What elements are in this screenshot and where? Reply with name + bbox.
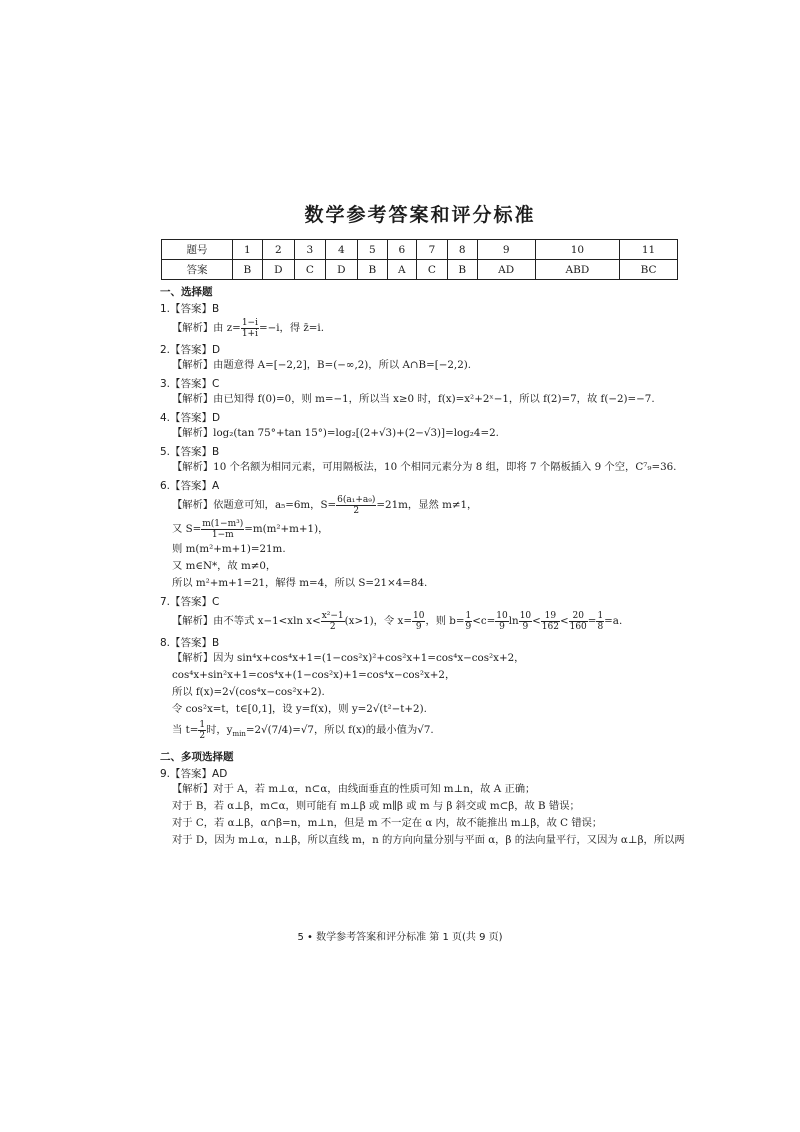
text: < — [532, 615, 541, 627]
page-footer: 5 • 数学参考答案和评分标准 第 1 页(共 9 页) — [297, 932, 503, 943]
fraction — [336, 495, 376, 516]
text: (x>1)，令 x= — [344, 615, 412, 627]
solution-line — [160, 517, 680, 541]
table-cell: C — [417, 260, 448, 280]
fraction — [596, 611, 604, 632]
table-header-cell: 题号 — [162, 240, 233, 260]
text: 【解析】由不等式 x−1<xln x< — [172, 615, 321, 627]
numerator: 1 — [597, 610, 604, 621]
numerator: 10 — [412, 610, 425, 621]
table-cell: 6 — [387, 240, 416, 260]
table-cell: A — [387, 260, 416, 280]
table-cell: B — [357, 260, 387, 280]
text: =2√(7/4)=√7，所以 f(x)的最小值为√7. — [245, 724, 434, 736]
solution-line: 【解析】因为 sin⁴x+cos⁴x+1=(1−cos²x)²+cos²x+1=cos⁴x−cos²x+2， — [172, 652, 525, 664]
denominator: 162 — [541, 621, 559, 632]
table-row — [162, 240, 678, 260]
fraction — [321, 611, 345, 632]
table-cell: 9 — [477, 240, 535, 260]
answer-label: 5.【答案】B — [160, 446, 220, 458]
text: =−i，得 z̄=i. — [258, 322, 325, 334]
text: = — [587, 615, 597, 627]
solution-line: 【解析】log₂(tan 75°+tan 15°)=log₂[(2+√3)+(2−√3)]=log₂4=2. — [172, 427, 499, 439]
table-cell: BC — [620, 260, 678, 280]
section-heading: 二、多项选择题 — [160, 751, 234, 764]
solution-line — [160, 316, 680, 340]
table-cell: 3 — [294, 240, 325, 260]
table-row — [162, 260, 678, 280]
text: 又 S= — [172, 523, 202, 535]
denominator: 2 — [199, 730, 206, 741]
answer-label: 3.【答案】C — [160, 378, 220, 390]
solution-line: cos⁴x+sin²x+1=cos⁴x+(1−cos²x)+1=cos⁴x−cos²x+2， — [172, 669, 456, 681]
table-cell: 4 — [325, 240, 357, 260]
numerator: 1 — [465, 610, 472, 621]
answer-label: 4.【答案】D — [160, 412, 221, 424]
table-cell: C — [294, 260, 325, 280]
document-page — [160, 200, 685, 849]
numerator: 1 — [199, 719, 206, 730]
text: 【解析】依题意可知，a₅=6m，S= — [172, 499, 337, 511]
numerator: m(1−m³) — [202, 518, 244, 529]
text: 时，y — [206, 724, 233, 736]
text: 【解析】由 z= — [172, 322, 241, 334]
solution-line — [160, 493, 680, 517]
text: =a. — [604, 615, 623, 627]
answer-label: 9.【答案】AD — [160, 768, 228, 781]
answer-label: 6.【答案】A — [160, 480, 220, 492]
text: <c= — [472, 615, 496, 627]
denominator: 9 — [499, 621, 505, 632]
text: =21m，显然 m≠1， — [376, 499, 478, 511]
solution-line: 【解析】由已知得 f(0)=0，则 m=−1，所以当 x≥0 时，f(x)=x²+2ˣ−1，所以 f(2)=7，故 f(−2)=−7. — [172, 393, 655, 405]
table-cell: 5 — [357, 240, 387, 260]
fraction — [519, 611, 532, 632]
solution-line: 对于 B，若 α⊥β，m⊂α，则可能有 m⊥β 或 m∥β 或 m 与 β 斜交或 m⊂β，故 B 错误； — [172, 800, 580, 813]
fraction — [201, 519, 244, 540]
numerator: 19 — [541, 611, 560, 622]
numerator: x²−1 — [321, 610, 344, 621]
table-cell: 11 — [620, 240, 678, 260]
fraction — [412, 611, 425, 632]
denominator: 9 — [465, 621, 472, 632]
denominator: 8 — [597, 621, 604, 632]
denominator: 1+i — [241, 328, 258, 339]
table-cell: B — [447, 260, 477, 280]
answer-label: 1.【答案】B — [160, 303, 220, 315]
numerator: 10 — [496, 610, 508, 621]
section-heading: 一、选择题 — [160, 286, 213, 298]
denominator: 1−m — [211, 529, 234, 540]
denominator: 160 — [569, 621, 587, 632]
fraction — [198, 720, 206, 741]
table-cell: D — [325, 260, 357, 280]
solution-line: 令 cos²x=t，t∈[0,1]，设 y=f(x)，则 y=2√(t²−t+2). — [172, 703, 427, 715]
denominator: 9 — [522, 621, 529, 632]
solution-line: 【解析】对于 A，若 m⊥α，n⊂α，由线面垂直的性质可知 m⊥n，故 A 正确； — [172, 783, 536, 796]
table-cell: D — [262, 260, 294, 280]
solution-line: 又 m∈N*，故 m≠0， — [172, 560, 277, 572]
answer-label: 7.【答案】C — [160, 596, 220, 608]
solution-line: 所以 m²+m+1=21，解得 m=4，所以 S=21×4=84. — [172, 577, 428, 589]
solution-line: 则 m(m²+m+1)=21m. — [172, 543, 286, 555]
table-cell: AD — [477, 260, 535, 280]
text: < — [559, 615, 569, 627]
answer-table — [161, 239, 678, 280]
solution-line — [160, 718, 680, 746]
numerator: 6(a₁+a₉) — [337, 494, 376, 505]
solution-line — [160, 609, 680, 633]
fraction — [569, 611, 588, 632]
text: =m(m²+m+1)， — [244, 523, 329, 535]
table-header-cell: 答案 — [162, 260, 233, 280]
numerator: 1−i — [241, 317, 258, 328]
solution-line: 对于 D，因为 m⊥α，n⊥β，所以直线 m，n 的方向向量分别与平面 α，β 的法向量平行，又因为 α⊥β，所以两 — [172, 834, 685, 847]
fraction — [541, 611, 560, 632]
table-cell: 2 — [262, 240, 294, 260]
text: 当 t= — [172, 724, 199, 736]
solution-line: 【解析】由题意得 A=[−2,2]，B=(−∞,2)，所以 A∩B=[−2,2). — [172, 359, 472, 371]
solution-line: 所以 f(x)=2√(cos⁴x−cos²x+2). — [172, 686, 325, 698]
denominator: 2 — [329, 621, 336, 632]
table-cell: 8 — [447, 240, 477, 260]
fraction — [241, 318, 259, 339]
text: ln — [508, 615, 519, 627]
numerator: 20 — [569, 611, 588, 622]
denominator: 2 — [353, 505, 360, 516]
denominator: 9 — [415, 621, 422, 632]
table-cell: B — [233, 260, 263, 280]
solution-line: 【解析】10 个名额为相同元素，可用隔板法，10 个相同元素分为 8 组，即将 7 个隔板插入 9 个空，C⁷₉=36. — [172, 461, 677, 473]
table-cell: ABD — [535, 260, 619, 280]
numerator: 10 — [519, 610, 532, 621]
table-cell: 10 — [535, 240, 619, 260]
solution-line: 对于 C，若 α⊥β，α∩β=n，m⊥n，但是 m 不一定在 α 内，故不能推出 m⊥β，故 C 错误； — [172, 817, 603, 830]
subscript: min — [232, 730, 246, 739]
answer-label: 8.【答案】B — [160, 637, 220, 649]
table-cell: 1 — [233, 240, 263, 260]
table-cell: 7 — [417, 240, 448, 260]
answer-label: 2.【答案】D — [160, 344, 221, 356]
fraction — [495, 611, 508, 632]
text: ，则 b= — [425, 615, 465, 627]
page-title: 数学参考答案和评分标准 — [304, 204, 536, 226]
